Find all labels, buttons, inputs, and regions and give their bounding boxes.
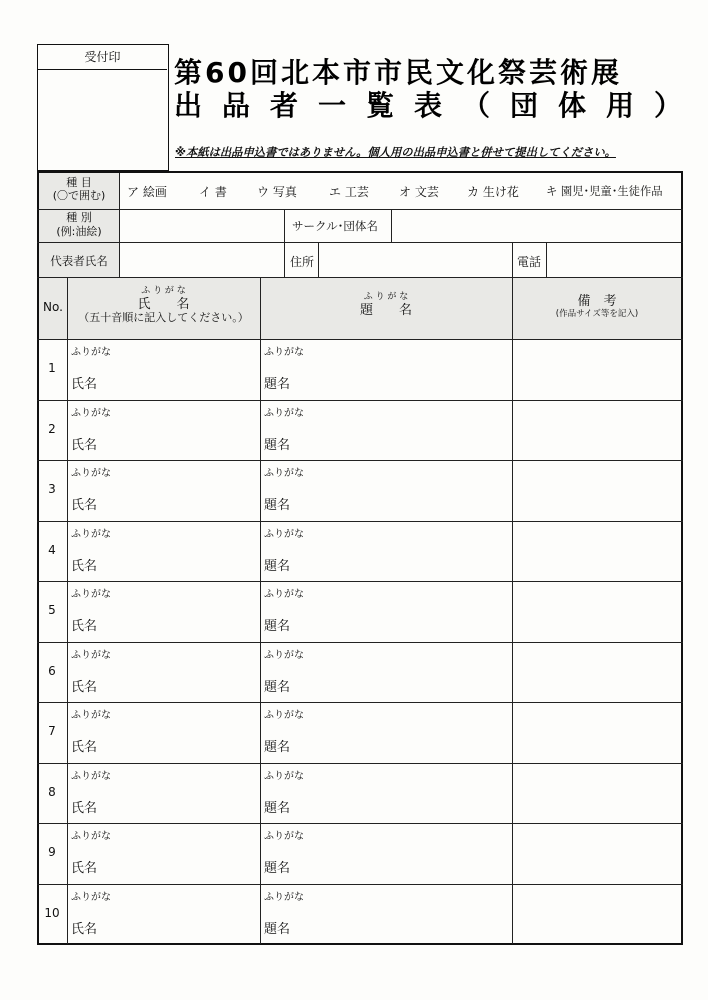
title-furigana-label: ふりがな — [264, 347, 304, 358]
address-label: 住所 — [290, 255, 315, 269]
title-input[interactable] — [300, 341, 508, 397]
name-input[interactable] — [100, 825, 256, 881]
title-input[interactable] — [300, 462, 508, 518]
row-number: 9 — [48, 845, 56, 859]
row-number: 5 — [48, 603, 56, 617]
title-input[interactable] — [300, 583, 508, 639]
title-furigana-label: ふりがな — [264, 407, 304, 419]
category-option-literature[interactable]: オ 文芸 — [399, 185, 439, 199]
title-field-label: 題名 — [264, 740, 291, 755]
name-furigana-label: ふりがな — [71, 468, 111, 479]
row-number: 8 — [48, 784, 56, 799]
row-number: 4 — [48, 542, 56, 557]
notes-input[interactable] — [516, 704, 680, 760]
title-furigana-label: ふりがな — [264, 831, 304, 842]
notes-input[interactable] — [516, 583, 680, 639]
name-furigana-label: ふりがな — [71, 649, 111, 661]
notes-input[interactable] — [516, 825, 680, 881]
title-furigana-label: ふりがな — [264, 528, 304, 540]
representative-label: 代表者氏名 — [50, 254, 108, 268]
row-divider — [37, 642, 683, 643]
name-furigana-label: ふりがな — [71, 710, 111, 721]
title-header-furigana: ふ り が な — [363, 292, 409, 302]
receipt-stamp-label: 受付印 — [38, 45, 167, 70]
name-input[interactable] — [100, 644, 256, 700]
notes-input[interactable] — [516, 341, 680, 397]
name-field-label: 氏名 — [71, 558, 98, 574]
title-input[interactable] — [300, 886, 508, 942]
phone-label: 電話 — [517, 255, 542, 269]
title-field-label: 題名 — [264, 377, 291, 392]
name-furigana-label: ふりがな — [71, 407, 111, 419]
category-label — [39, 176, 119, 202]
row-number: 10 — [44, 905, 60, 920]
title-furigana-label: ふりがな — [264, 589, 304, 600]
category-option-ikebana[interactable]: カ 生け花 — [467, 185, 519, 199]
name-field-label: 氏名 — [71, 679, 98, 695]
notes-input[interactable] — [516, 765, 680, 821]
title-furigana-label: ふりがな — [264, 770, 304, 782]
row-divider — [37, 521, 683, 522]
name-input[interactable] — [100, 341, 256, 397]
row-divider — [37, 823, 683, 824]
title-furigana-label: ふりがな — [264, 468, 304, 479]
title-field-label: 題名 — [264, 437, 291, 453]
title-field-label: 題名 — [264, 800, 291, 816]
name-field-label: 氏名 — [71, 861, 98, 876]
name-furigana-label: ふりがな — [71, 891, 111, 903]
notes-header-note: (作品サイズ等を記入) — [555, 309, 639, 319]
name-field-label: 氏名 — [71, 377, 98, 392]
notes-input[interactable] — [516, 462, 680, 518]
name-furigana-label: ふりがな — [71, 831, 111, 842]
name-header-furigana: ふ り が な — [141, 286, 186, 296]
name-furigana-label: ふりがな — [71, 589, 111, 600]
title-furigana-label: ふりがな — [264, 649, 304, 661]
category-option-student-works[interactable]: キ 園児･児童･生徒作品 — [546, 185, 663, 198]
row-number: 3 — [48, 482, 56, 496]
title-furigana-label: ふりがな — [264, 891, 304, 903]
type-label-line1: 種 別 — [66, 211, 92, 224]
name-field-label: 氏名 — [71, 619, 98, 634]
page-title-line2: 出品者一覧表（団体用） — [174, 89, 703, 122]
notes-header-text: 備 考 — [577, 294, 617, 309]
category-option-calligraphy[interactable]: イ 書 — [199, 185, 227, 199]
name-header-note: （五十音順に記入してください。） — [78, 311, 249, 324]
title-furigana-label: ふりがな — [264, 710, 304, 721]
circle-label: サークル･団体名 — [292, 219, 378, 233]
name-field-label: 氏名 — [71, 498, 98, 513]
page-title-line1: 第60回北本市市民文化祭芸術展 — [174, 56, 622, 89]
notes-input[interactable] — [516, 523, 680, 579]
receipt-stamp-box — [37, 44, 169, 171]
title-header-text: 題 名 — [359, 303, 412, 318]
type-label — [39, 211, 119, 239]
title-field-label: 題名 — [264, 558, 291, 574]
name-furigana-label: ふりがな — [71, 528, 111, 540]
title-input[interactable] — [300, 402, 508, 458]
title-input[interactable] — [300, 644, 508, 700]
title-field-label: 題名 — [264, 498, 291, 513]
category-label-line1: 種 目 — [66, 176, 92, 189]
notes-input[interactable] — [516, 886, 680, 942]
name-input[interactable] — [100, 402, 256, 458]
type-label-line2: (例:油絵) — [56, 225, 102, 238]
row-number: 6 — [48, 663, 56, 678]
row-divider — [37, 581, 683, 582]
row-number: 1 — [48, 361, 56, 375]
title-field-label: 題名 — [264, 619, 291, 634]
name-header-text: 氏 名 — [137, 297, 190, 312]
title-field-label: 題名 — [264, 861, 291, 876]
row-number: 2 — [48, 421, 56, 436]
name-input[interactable] — [100, 583, 256, 639]
title-field-label: 題名 — [264, 679, 291, 695]
name-input[interactable] — [100, 886, 256, 942]
name-input[interactable] — [100, 704, 256, 760]
title-input[interactable] — [300, 523, 508, 579]
name-input[interactable] — [100, 462, 256, 518]
row-number: 7 — [48, 724, 56, 738]
row-divider — [37, 702, 683, 703]
category-option-photo[interactable]: ウ 写真 — [257, 185, 297, 199]
notice-text: ※本紙は出品申込書ではありません。個人用の出品申込書と併せて提出してください。 — [175, 146, 616, 159]
category-option-painting[interactable]: ア 絵画 — [127, 185, 167, 199]
category-option-crafts[interactable]: エ 工芸 — [329, 185, 369, 199]
name-furigana-label: ふりがな — [71, 770, 111, 782]
name-input[interactable] — [100, 765, 256, 821]
notes-input[interactable] — [516, 644, 680, 700]
name-header — [67, 285, 260, 324]
title-input[interactable] — [300, 765, 508, 821]
title-field-label: 題名 — [264, 921, 291, 937]
name-field-label: 氏名 — [71, 921, 98, 937]
category-label-line2: (〇で囲む) — [52, 189, 106, 202]
name-field-label: 氏名 — [71, 740, 98, 755]
no-header: No. — [43, 300, 63, 314]
name-field-label: 氏名 — [71, 800, 98, 816]
title-input[interactable] — [300, 825, 508, 881]
name-field-label: 氏名 — [71, 437, 98, 453]
notes-input[interactable] — [516, 402, 680, 458]
notes-header — [512, 295, 682, 321]
row-divider — [37, 884, 683, 885]
name-furigana-label: ふりがな — [71, 347, 111, 358]
row-divider — [37, 400, 683, 401]
row-divider — [37, 763, 683, 764]
title-input[interactable] — [300, 704, 508, 760]
name-input[interactable] — [100, 523, 256, 579]
row-divider — [37, 460, 683, 461]
title-header — [260, 291, 512, 317]
